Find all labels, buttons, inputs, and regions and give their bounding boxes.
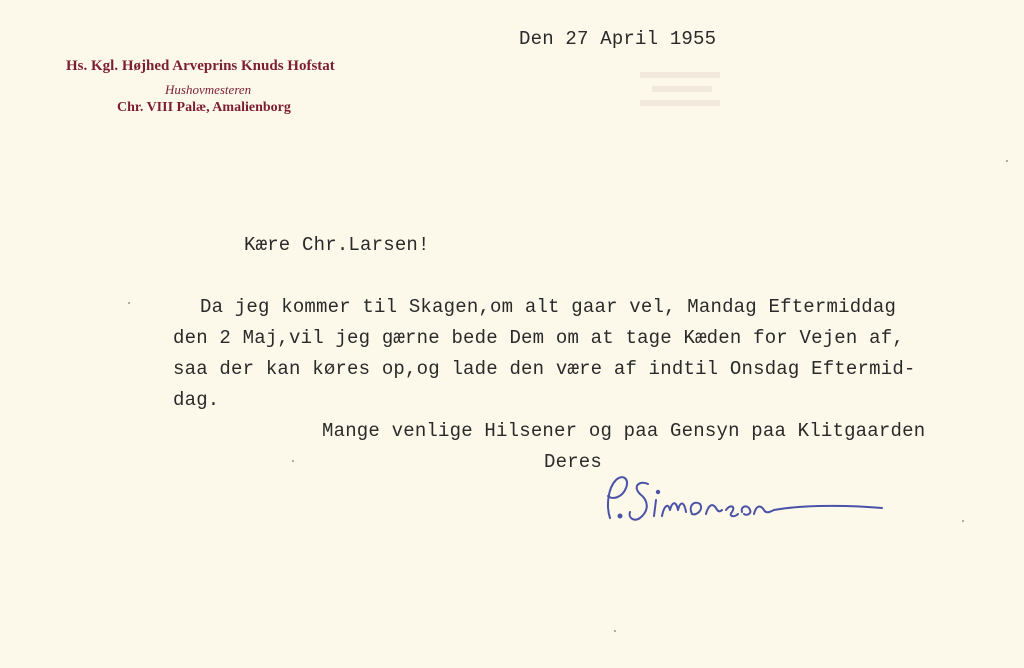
paper-speck	[962, 520, 964, 522]
closing-line: Mange venlige Hilsener og paa Gensyn paa Klitgaarden	[322, 420, 926, 442]
sign-off: Deres	[544, 451, 603, 473]
salutation: Kære Chr.Larsen!	[244, 234, 430, 256]
paper-speck	[1006, 160, 1008, 162]
show-through-stamp	[640, 64, 720, 114]
letter-date: Den 27 April 1955	[519, 28, 717, 50]
handwritten-signature	[596, 466, 896, 536]
paper-speck	[292, 460, 294, 462]
letterhead-line-2: Hushovmesteren	[165, 82, 252, 97]
body-line-2: den 2 Maj,vil jeg gærne bede Dem om at tage Kæden for Vejen af,	[173, 327, 904, 349]
body-line-3: saa der kan køres op,og lade den være af indtil Onsdag Eftermid-	[173, 358, 916, 380]
letterhead-line-1: Hs. Kgl. Højhed Arveprins Knuds Hofstat	[66, 58, 335, 74]
paper-speck	[614, 630, 616, 632]
letterhead-line-3: Chr. VIII Palæ, Amalienborg	[117, 100, 291, 115]
body-line-1: Da jeg kommer til Skagen,om alt gaar vel, Mandag Eftermiddag	[200, 296, 897, 318]
paper-speck	[128, 302, 130, 304]
body-line-4: dag.	[173, 389, 220, 411]
